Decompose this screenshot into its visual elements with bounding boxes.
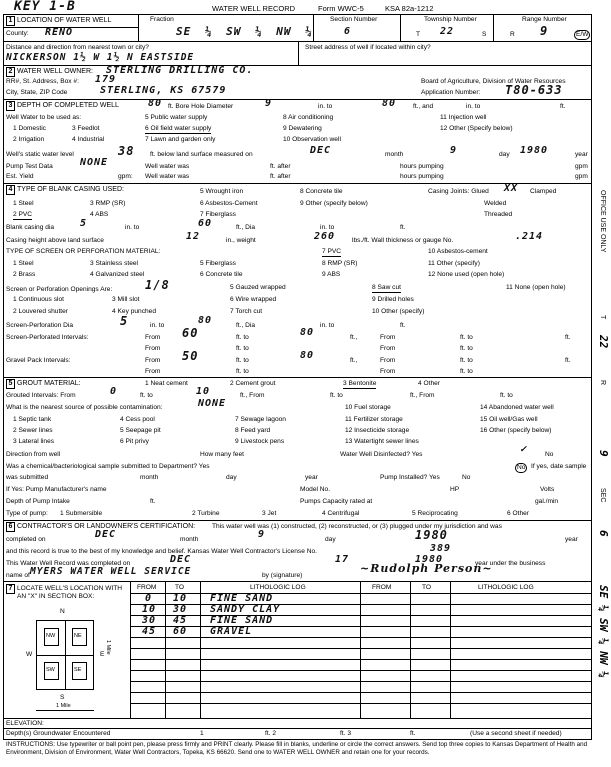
perf-ft-2: ft., (350, 334, 358, 341)
screen-label: TYPE OF SCREEN OR PERFORATION MATERIAL: (6, 248, 161, 255)
county-value: RENO (45, 27, 74, 38)
opening-11[interactable]: 11 None (open hole) (506, 284, 566, 291)
gravel-from-label: From (145, 357, 161, 364)
use-label: Well Water to be used as: (6, 114, 82, 121)
section-5-number: 5 (6, 379, 15, 389)
perf-ft-to: ft. to (236, 334, 249, 341)
distance-value: NICKERSON 1½ W 1½ N EASTSIDE (6, 52, 195, 63)
casing-threaded[interactable]: Threaded (484, 211, 513, 218)
owner-name: STERLING DRILLING CO. (106, 65, 254, 76)
static-day-label: day (499, 151, 510, 158)
model-label: Model No. (300, 486, 331, 493)
grout-to-value: 10 (196, 386, 211, 397)
contam-1[interactable]: 1 Septic tank (13, 416, 52, 423)
submitted-month: month (140, 474, 159, 481)
casing-joints-label: Casing Joints: Glued (428, 188, 489, 195)
log-header-lithologic-2: LITHOLOGIC LOG (478, 584, 534, 591)
screen-type-7[interactable]: 7 PVC (322, 248, 342, 255)
contam-6[interactable]: 6 Pit privy (120, 438, 149, 445)
pump-test-label: Pump Test Data (6, 163, 53, 170)
location-label: LOCATION OF WATER WELL (17, 17, 112, 24)
manufacturer-label: If Yes: Pump Manufacturer's name (6, 486, 107, 493)
contam-8[interactable]: 8 Feed yard (235, 427, 271, 434)
use-11[interactable]: 11 Injection well (440, 114, 487, 121)
use-8[interactable]: 8 Air conditioning (283, 114, 334, 121)
yield-hours: hours pumping (400, 173, 444, 180)
township-value: 22 (440, 26, 455, 37)
sidebar-r-value: 9 (597, 450, 610, 457)
casing-type-7[interactable]: 7 Fiberglass (200, 211, 236, 218)
use-4[interactable]: 4 Industrial (72, 136, 105, 143)
sidebar-t: T (599, 315, 606, 320)
pump-installed-no: No (462, 474, 471, 481)
casing-in-to: in. to (320, 224, 335, 231)
contam-5[interactable]: 5 Seepage pit (120, 427, 161, 434)
street-label: Street address of well if located within city? (305, 44, 431, 51)
grout-from-value: 0 (110, 386, 118, 397)
quad-se-label: SE (74, 667, 82, 673)
log-row-3-desc: FINE SAND (210, 615, 274, 626)
pump-type-4[interactable]: 4 Centrifugal (322, 510, 360, 517)
top-note: KEY 1-B (14, 0, 76, 14)
opening-7[interactable]: 7 Torch cut (230, 308, 263, 315)
quad-nw-label: NW (46, 633, 56, 639)
log-row-4-to: 60 (173, 626, 188, 637)
yield-ft-after: ft. after (270, 173, 291, 180)
perf-int-label: Screen-Perforated Intervals: (6, 334, 89, 341)
opening-1[interactable]: 1 Continuous slot (13, 296, 64, 303)
perf-in-to: in. to (150, 322, 165, 329)
grout-ft-from-2: ft., From (410, 392, 435, 399)
county-label: County: (6, 30, 29, 37)
submitted-day: day (226, 474, 237, 481)
use-7[interactable]: 7 Lawn and garden only (145, 136, 216, 143)
grout-3[interactable]: 3 Bentonite (343, 380, 377, 387)
perf-from-label-3: From (145, 345, 161, 352)
static-label: Well's static water level (6, 151, 74, 158)
static-unit: ft. below land surface measured on (150, 151, 253, 158)
opening-3[interactable]: 3 Mill slot (112, 296, 140, 303)
completed-month: DEC (95, 529, 117, 540)
capacity-label: Pumps Capacity rated at (300, 498, 373, 505)
signature-label: by (signature) (262, 572, 303, 579)
record-under: year under the business (475, 560, 546, 567)
gravel-to-value: 80 (300, 350, 315, 361)
casing-type-6[interactable]: 6 Asbestos-Cement (200, 200, 258, 207)
pump-type-6[interactable]: 6 Other (507, 510, 529, 517)
static-month: DEC (310, 145, 332, 156)
capacity-gal: gal./min (535, 498, 559, 505)
opening-6[interactable]: 6 Wire wrapped (230, 296, 277, 303)
gravel-label: Gravel Pack Intervals: (6, 357, 71, 364)
township-label: Township Number (424, 16, 477, 23)
perf-ft-3: ft. (565, 334, 571, 341)
screen-type-1[interactable]: 1 Steel (13, 260, 34, 267)
grouted-intervals-label: Grouted Intervals: From (6, 392, 76, 399)
completed-year-label: year (565, 536, 578, 543)
compass-w: W (26, 651, 33, 658)
completed-year: 1980 (415, 528, 448, 542)
mile-label: 1 Mile (56, 703, 71, 709)
volts-label: Volts (540, 486, 555, 493)
screen-type-3[interactable]: 3 Stainless steel (90, 260, 139, 267)
completed-on-label: completed on (6, 536, 46, 543)
depth-unit: ft. Bore Hole Diameter (168, 103, 234, 110)
form-title: WATER WELL RECORD (212, 4, 296, 13)
range-ew: E/W (576, 31, 589, 38)
disinfected-no: No (545, 451, 554, 458)
use-6[interactable]: 6 Oil field water supply (145, 125, 212, 132)
perf-ft-dia: ft., Dia (236, 322, 256, 329)
perf-from-label: From (145, 334, 161, 341)
gravel-ft-to-4: ft. to (460, 368, 473, 375)
perf-ft: ft. (400, 322, 406, 329)
log-row-1-from: 0 (145, 593, 153, 604)
township-t: T (416, 31, 421, 38)
contam-4[interactable]: 4 Cess pool (120, 416, 155, 423)
pump-type-3[interactable]: 3 Jet (262, 510, 277, 517)
log-row-2-from: 10 (142, 604, 157, 615)
contam-14[interactable]: 14 Abandoned water well (480, 404, 554, 411)
bore-value: 9 (265, 98, 273, 109)
log-header-lithologic: LITHOLOGIC LOG (250, 584, 306, 591)
screen-type-12[interactable]: 12 None used (open hole) (428, 271, 505, 278)
yield-ww: Well water was (145, 173, 190, 180)
casing-type-5[interactable]: 5 Wrought iron (200, 188, 244, 195)
casing-label: TYPE OF BLANK CASING USED: (17, 186, 124, 193)
log-row-2-to: 30 (173, 604, 188, 615)
compass-s: S (60, 694, 65, 701)
contam-16[interactable]: 16 Other (specify below) (480, 427, 552, 434)
compass-e: E (100, 651, 105, 658)
compass-n: N (60, 608, 65, 615)
casing-height-value: 12 (186, 231, 201, 242)
screen-type-8[interactable]: 8 RMP (SR) (322, 260, 358, 267)
casing-gauge-value: .214 (515, 231, 544, 242)
openings-label: Screen or Perforation Openings Are: (6, 286, 113, 293)
opening-10[interactable]: 10 Other (specify) (372, 308, 425, 315)
office-use-label: OFFICE USE ONLY (599, 190, 606, 253)
contam-9[interactable]: 9 Livestock pens (235, 438, 285, 445)
quad-ne-label: NE (74, 633, 82, 639)
board-label: Board of Agriculture, Division of Water Resources (421, 78, 566, 85)
section-2-number: 2 (6, 67, 15, 77)
section-1-number: 1 (6, 16, 15, 26)
gravel-from-value: 50 (182, 349, 199, 363)
static-year: 1980 (520, 145, 549, 156)
elevation-label: ELEVATION: (6, 720, 44, 727)
sample-no: No (517, 464, 526, 471)
perf-ft-to-4: ft. to (460, 345, 473, 352)
openings-value: 1/8 (145, 278, 170, 292)
casing-dia-value: 5 (80, 218, 88, 229)
license-value: 389 (430, 543, 452, 554)
opening-5[interactable]: 5 Gauzed wrapped (230, 284, 286, 291)
section-7-number: 7 (6, 584, 15, 594)
grout-ft-to-3: ft. to (500, 392, 513, 399)
application-value: T80-633 (505, 83, 563, 97)
yield-gpm: gpm: (118, 173, 133, 180)
screen-type-2[interactable]: 2 Brass (13, 271, 36, 278)
pump-ft-after: ft. after (270, 163, 291, 170)
section-3-number: 3 (6, 101, 15, 111)
depth-label: DEPTH OF COMPLETED WELL (17, 102, 119, 109)
casing-height-label: Casing height above land surface (6, 237, 104, 244)
gw-3: ft. 3 (340, 730, 351, 737)
casing-in-weight: in., weight (226, 237, 256, 244)
opening-9[interactable]: 9 Drilled holes (372, 296, 414, 303)
second-sheet: (Use a second sheet if needed) (470, 730, 562, 737)
perf-to-value: 80 (300, 327, 315, 338)
cert-text-2: and this record is true to the best of my knowledge and belief. Kansas Water Well Contractor's License No. (6, 548, 317, 555)
quad-sw-label: SW (46, 667, 55, 673)
use-12[interactable]: 12 Other (Specify below) (440, 125, 513, 132)
pump-installed: Pump Installed? Yes (380, 474, 440, 481)
gravel-from-label-3: From (145, 368, 161, 375)
contam-15[interactable]: 15 Oil well/Gas well (480, 416, 538, 423)
gravel-ft-to-2: ft. to (460, 357, 473, 364)
range-label: Range Number (522, 16, 567, 23)
completed-day: 9 (258, 529, 266, 540)
pump-type-1[interactable]: 1 Submersible (60, 510, 103, 517)
log-row-2-desc: SANDY CLAY (210, 604, 281, 615)
grout-2[interactable]: 2 Cement grout (230, 380, 276, 387)
yield-gpm-2: gpm (575, 173, 588, 180)
contam-12[interactable]: 12 Insecticide storage (345, 427, 410, 434)
completed-day-label: day (325, 536, 336, 543)
grout-4[interactable]: 4 Other (418, 380, 440, 387)
casing-clamped[interactable]: Clamped (530, 188, 557, 195)
pump-ww: Well water was (145, 163, 190, 170)
sample-label: Was a chemical/bacteriological sample submitted to Department? Yes (6, 463, 210, 470)
use-2[interactable]: 2 Irrigation (13, 136, 45, 143)
section-number-value: 6 (344, 26, 352, 37)
gravel-from-label-2: From (380, 357, 396, 364)
record-month: DEC (170, 554, 192, 565)
use-3[interactable]: 3 Feedlot (72, 125, 100, 132)
perf-from-label-2: From (380, 334, 396, 341)
log-header-to: TO (175, 584, 185, 591)
log-row-4-from: 45 (142, 626, 157, 637)
bore-in-to-2: in. to (466, 103, 481, 110)
record-day: 17 (335, 554, 350, 565)
depth-gw-label: Depth(s) Groundwater Encountered (6, 730, 111, 737)
screen-type-5[interactable]: 5 Fiberglass (200, 260, 236, 267)
contam-7[interactable]: 7 Sewage lagoon (235, 416, 286, 423)
depth-value: 80 (148, 98, 163, 109)
grout-ft-to-2: ft. to (330, 392, 343, 399)
range-r: R (510, 31, 515, 38)
grout-ft-to: ft. to (140, 392, 153, 399)
log-header-to-2: TO (422, 584, 432, 591)
section-4-number: 4 (6, 185, 15, 195)
casing-weight-value: 260 (314, 231, 336, 242)
contam-label: What is the nearest source of possible contamination: (6, 404, 163, 411)
bore-ft: ft. (560, 103, 566, 110)
fraction-label: Fraction (150, 16, 174, 23)
perf-dia-label: Screen-Perforation Dia (6, 322, 74, 329)
section-number-label: Section Number (330, 16, 378, 23)
section-6-number: 6 (6, 522, 15, 532)
perf-ft-to-2: ft. to (460, 334, 473, 341)
static-month-label: month (385, 151, 404, 158)
direction-label: Direction from well (6, 451, 61, 458)
perf-from-label-4: From (380, 345, 396, 352)
casing-type-2[interactable]: 2 PVC (13, 211, 33, 218)
address-label: RR#, St. Address, Box #: (6, 78, 79, 85)
gw-2: ft. 2 (265, 730, 276, 737)
gw-ft: ft. (410, 730, 416, 737)
contam-3[interactable]: 3 Lateral lines (13, 438, 55, 445)
casing-dia-to-value: 60 (198, 218, 213, 229)
submitted-label: was submitted (6, 474, 49, 481)
gravel-ft-2: ft. (565, 357, 571, 364)
perf-in-to-2: in. to (320, 322, 335, 329)
fraction-value: SE ¼ SW ¼ NW ¼ (176, 25, 313, 38)
city-value: STERLING, KS 67579 (100, 85, 227, 96)
intake-label: Depth of Pump Intake (6, 498, 70, 505)
gravel-ft-to-3: ft. to (236, 368, 249, 375)
disinfected-label: Water Well Disinfected? Yes (340, 451, 423, 458)
sidebar-sec-value: 6 (597, 530, 610, 537)
form-number: Form WWC-5 (318, 4, 364, 13)
pump-type-2[interactable]: 2 Turbine (192, 510, 220, 517)
casing-dia-in-to: in. to (125, 224, 140, 231)
casing-type-4[interactable]: 4 ABS (90, 211, 109, 218)
screen-type-11[interactable]: 11 Other (specify) (428, 260, 480, 267)
perf-dia-value: 5 (120, 314, 129, 328)
log-header-from: FROM (137, 584, 157, 591)
address-value: 179 (95, 74, 117, 85)
log-row-1-to: 10 (173, 593, 188, 604)
log-row-4-desc: GRAVEL (210, 626, 253, 637)
if-yes-date: If yes, date sample (531, 463, 587, 470)
casing-dia-label: Blank casing dia (6, 224, 55, 231)
contam-11[interactable]: 11 Fertilizer storage (345, 416, 403, 423)
static-day: 9 (450, 145, 458, 156)
cert-text-3: This Water Well Record was completed on (6, 560, 131, 567)
intake-ft: ft. (150, 498, 156, 505)
use-10[interactable]: 10 Observation well (283, 136, 341, 143)
casing-welded[interactable]: Welded (484, 200, 507, 207)
opening-2[interactable]: 2 Louvered shutter (13, 308, 68, 315)
log-row-3-to: 45 (173, 615, 188, 626)
casing-ft-dia: ft., Dia (236, 224, 256, 231)
gravel-ft-to: ft. to (236, 357, 249, 364)
log-header-from-2: FROM (372, 584, 392, 591)
sidebar-r: R (599, 380, 606, 386)
screen-type-9[interactable]: 9 ABS (322, 271, 341, 278)
use-9[interactable]: 9 Dewatering (283, 125, 322, 132)
city-label: City, State, ZIP Code (6, 89, 68, 96)
contam-value: NONE (198, 398, 227, 409)
cert-label: CONTRACTOR'S OR LANDOWNER'S CERTIFICATION: (17, 523, 196, 530)
completed-month-label: month (180, 536, 199, 543)
grout-ft-from: ft., From (240, 392, 265, 399)
static-value: 38 (118, 144, 135, 158)
contam-2[interactable]: 2 Sewer lines (13, 427, 53, 434)
pump-hours: hours pumping (400, 163, 444, 170)
owner-label: WATER WELL OWNER: (17, 68, 93, 75)
sidebar-marks: SE ¼ SW ¼ NW ¼ (597, 585, 610, 678)
record-year: 1980 (415, 554, 444, 565)
log-row-3-from: 30 (142, 615, 157, 626)
business-name-label: name of (6, 572, 30, 579)
log-row-1-desc: FINE SAND (210, 593, 274, 604)
hp-label: HP (450, 486, 460, 493)
gravel-from-label-4: From (380, 368, 396, 375)
casing-type-1[interactable]: 1 Steel (13, 200, 34, 207)
perf-ft-to-3: ft. to (236, 345, 249, 352)
grout-label: GROUT MATERIAL: (17, 380, 81, 387)
pump-test-value: NONE (80, 157, 109, 168)
static-year-label: year (575, 151, 588, 158)
bore-in-to: in. to (318, 103, 333, 110)
screen-type-6[interactable]: 6 Concrete tile (200, 271, 243, 278)
submitted-year: year (305, 474, 318, 481)
sidebar-t-value: 22 (597, 335, 610, 349)
casing-type-3[interactable]: 3 RMP (SR) (90, 200, 126, 207)
use-5[interactable]: 5 Public water supply (145, 114, 208, 121)
perf-from-value: 60 (182, 326, 199, 340)
disinfected-mark: ✓ (520, 444, 528, 455)
mile-label-side: 1 Mile (105, 640, 111, 655)
casing-type-8[interactable]: 8 Concrete tile (300, 188, 343, 195)
pump-type-label: Type of pump: (6, 510, 48, 517)
opening-4[interactable]: 4 Key punched (112, 308, 156, 315)
township-s: S (482, 31, 487, 38)
gravel-ft: ft., (350, 357, 358, 364)
contam-13[interactable]: 13 Watertight sewer lines (345, 438, 419, 445)
opening-8[interactable]: 8 Saw cut (372, 284, 401, 291)
casing-type-9[interactable]: 9 Other (specify below) (300, 200, 368, 207)
yield-label: Est. Yield (6, 173, 34, 180)
distance-label: Distance and direction from nearest town or city? (6, 44, 149, 51)
instructions: INSTRUCTIONS: Use typewriter or ball point pen, please press firmly and PRINT clearly. Please fill in blanks, underline or circle the correct answers. Send top three copies to Kansas Department of Health and Environment, Division of Environment, Water Well Contractors, Topeka, KS 66620. Send one to WATER WELL OWNER and retain one for your records. (6, 741, 588, 756)
casing-joints-mark: XX (504, 183, 519, 194)
gw-1: 1 (200, 730, 204, 737)
contam-10[interactable]: 10 Fuel storage (345, 404, 391, 411)
grout-1[interactable]: 1 Neat cement (145, 380, 188, 387)
casing-ft: ft. (400, 224, 406, 231)
bore-ft-and: ft., and (413, 103, 434, 110)
business-name: MYERS WATER WELL SERVICE (30, 566, 192, 577)
bore-to-value: 80 (382, 98, 397, 109)
pump-type-5[interactable]: 5 Reciprocating (412, 510, 458, 517)
casing-lbs: lbs./ft. Wall thickness or gauge No. (352, 237, 454, 244)
use-1[interactable]: 1 Domestic (13, 125, 46, 132)
range-value: 9 (540, 24, 549, 38)
screen-type-4[interactable]: 4 Galvanized steel (90, 271, 145, 278)
application-label: Application Number: (421, 89, 481, 96)
cert-text-1: This water well was (1) constructed, (2) reconstructed, or (3) plugged under my jurisdiction and was (212, 523, 502, 530)
pump-gpm: gpm (575, 163, 588, 170)
screen-type-10[interactable]: 10 Asbestos-cement (428, 248, 488, 255)
howmany-label: How many feet (200, 451, 244, 458)
signature: ~Rudolph Person~ (360, 562, 493, 575)
sidebar-sec: SEC (599, 488, 606, 503)
ksa-number: KSA 82a-1212 (385, 4, 434, 13)
locate-label: LOCATE WELL'S LOCATION WITH AN "X" IN SECTION BOX: (17, 585, 123, 600)
perf-dia-to-value: 80 (198, 315, 213, 326)
